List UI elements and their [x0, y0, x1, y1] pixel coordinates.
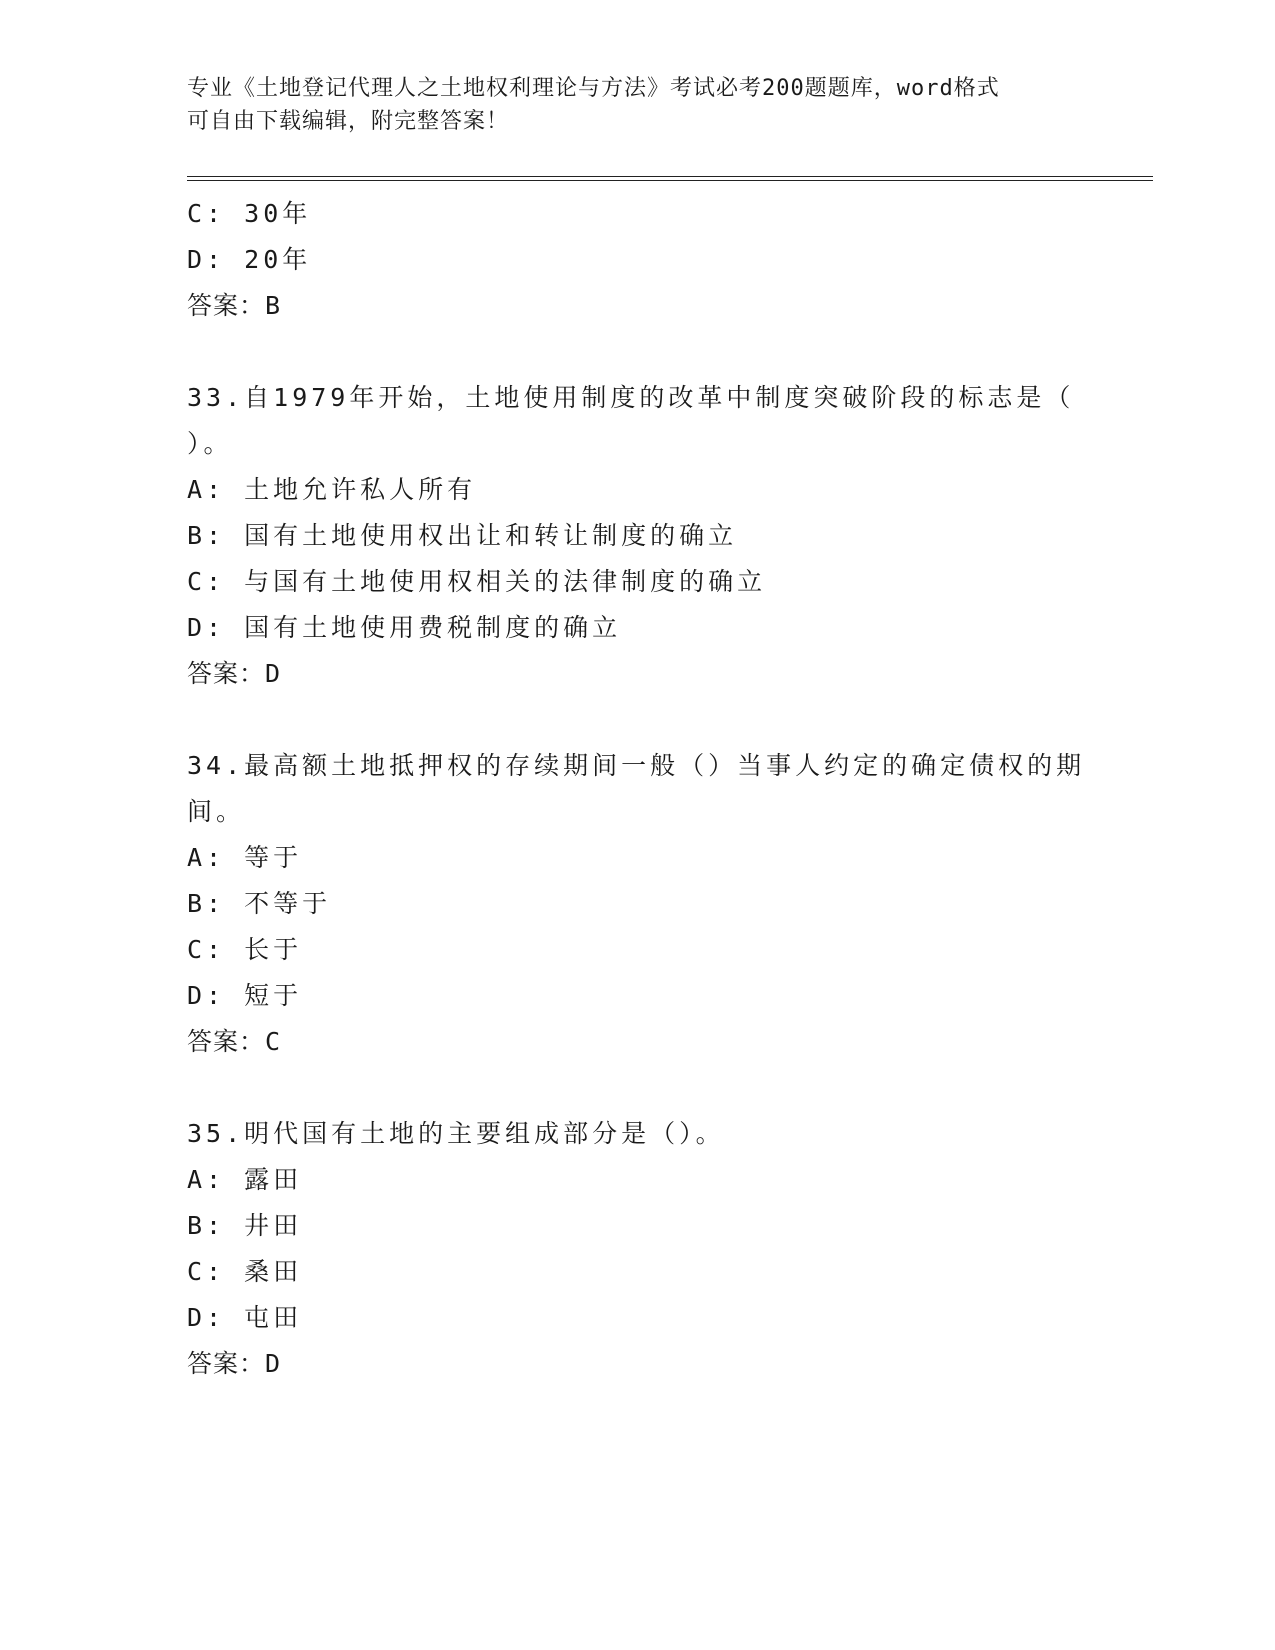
option-c: C: 桑田: [187, 1257, 303, 1286]
question-34: [187, 743, 1087, 1065]
option-c: C: 30年: [187, 199, 312, 228]
option-b: B: 井田: [187, 1211, 303, 1240]
option-d: D: 20年: [187, 245, 312, 274]
question-stem-continued: 间。: [187, 797, 246, 826]
header-title-line-1: 专业《土地登记代理人之土地权利理论与方法》考试必考200题题库，word格式: [187, 76, 1000, 101]
option-c: C: 长于: [187, 935, 303, 964]
option-b: B: 不等于: [187, 889, 332, 918]
option-a: A: 露田: [187, 1165, 303, 1194]
spacer: [187, 1065, 1087, 1111]
spacer: [187, 697, 1087, 743]
option-d: D: 国有土地使用费税制度的确立: [187, 613, 622, 642]
question-33: [187, 375, 1087, 697]
document-header: [187, 72, 1067, 138]
option-d: D: 短于: [187, 981, 303, 1010]
question-stem: 34.最高额土地抵押权的存续期间一般（）当事人约定的确定债权的期: [187, 751, 1086, 780]
option-d: D: 屯田: [187, 1303, 303, 1332]
question-list: [187, 191, 1087, 1387]
question-stem: 33.自1979年开始，土地使用制度的改革中制度突破阶段的标志是（: [187, 383, 1075, 412]
header-title-line-2: 可自由下载编辑，附完整答案！: [187, 109, 510, 134]
answer: 答案：C: [187, 1027, 282, 1056]
question-35: [187, 1111, 1087, 1387]
answer: 答案：D: [187, 1349, 282, 1378]
spacer: [187, 329, 1087, 375]
option-a: A: 等于: [187, 843, 303, 872]
question-32-tail: [187, 191, 1087, 329]
answer: 答案：B: [187, 291, 282, 320]
option-b: B: 国有土地使用权出让和转让制度的确立: [187, 521, 738, 550]
question-stem-continued: ）。: [187, 429, 233, 458]
header-divider: [187, 176, 1153, 181]
question-stem: 35.明代国有土地的主要组成部分是（）。: [187, 1119, 725, 1148]
answer: 答案：D: [187, 659, 282, 688]
option-a: A: 土地允许私人所有: [187, 475, 477, 504]
option-c: C: 与国有土地使用权相关的法律制度的确立: [187, 567, 767, 596]
